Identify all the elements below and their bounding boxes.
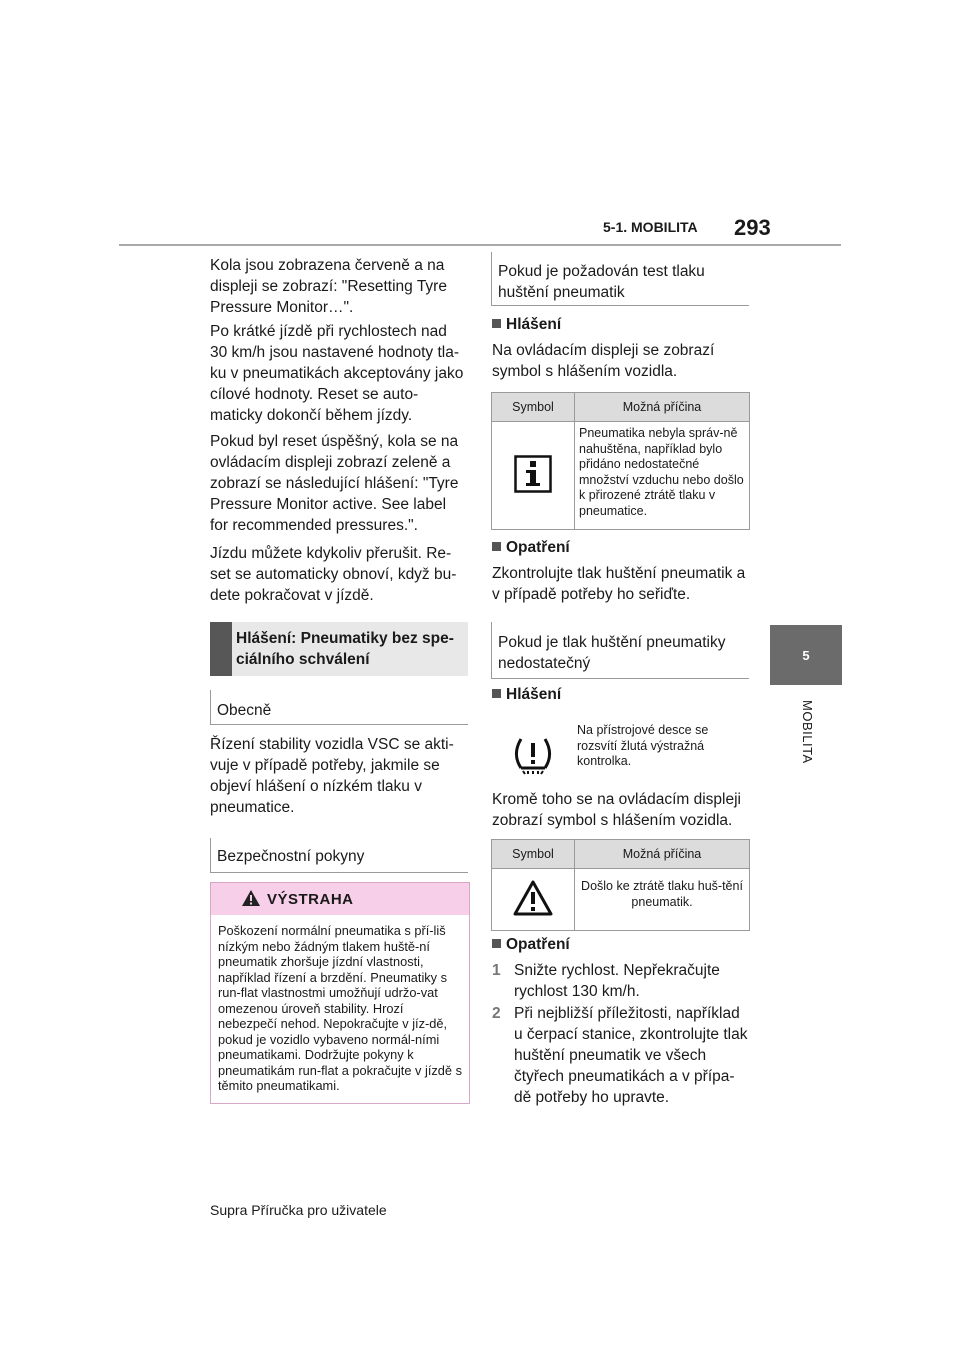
message-heading: Hlášení bbox=[492, 314, 561, 335]
symbol-table bbox=[491, 839, 750, 931]
paragraph: Kromě toho se na ovládacím displeji zobrazí symbol s hlášením vozidla. bbox=[492, 791, 741, 829]
list-item: 1 Snižte rychlost. Nepřekračujte rychlost 130 km/h. bbox=[492, 962, 720, 1000]
info-icon bbox=[514, 455, 552, 493]
warning-box bbox=[210, 882, 470, 1104]
message-heading: Hlášení bbox=[492, 684, 561, 705]
paragraph: Zkontrolujte tlak huštění pneumatik a v případě potřeby ho seřiďte. bbox=[492, 565, 746, 603]
heading-bar bbox=[210, 622, 232, 676]
warning-triangle-icon bbox=[513, 880, 553, 916]
action-heading: Opatření bbox=[492, 934, 570, 955]
subheading: Pokud je požadován test tlaku huštění pneumatik bbox=[498, 263, 705, 301]
bullet-square-icon bbox=[492, 689, 501, 698]
paragraph: Po krátké jízdě při rychlostech nad 30 km/h jsou nastavené hodnoty tla-ku v pneumatikách akceptovány jako cílové hodnoty. Reset se auto-maticky dokončí během jízdy. bbox=[210, 323, 464, 424]
header-rule bbox=[119, 244, 841, 246]
lamp-description: Na přístrojové desce se rozsvítí žlutá výstražná kontrolka. bbox=[577, 723, 709, 768]
list-item: 2 Při nejbližší příležitosti, například u čerpací stanice, zkontrolujte tlak huštění pneumatik ve všech čtyřech pneumatikách a v přípa-dě potřeby ho upravte. bbox=[492, 1005, 748, 1106]
warning-text: Poškození normální pneumatika s pří-liš nízkým nebo žádným tlakem huště-ní pneumatik zhoršuje jízdní vlastnosti, například řízení a brzdění. Pneumatiky s run-flat vlastnostmi umožňují udržo-vat omezenou úroveň stability. Hrozí nebezpečí nehod. Nepokračujte v jíz-dě, pokud je vozidlo vybaveno normál-ními pneumatikami. Dodržujte pokyny k pneumatikám run-flat a pokračujte v jízdě s těmito pneumatikami. bbox=[218, 923, 462, 1093]
section-title: 5-1. MOBILITA bbox=[603, 219, 698, 235]
warning-header bbox=[211, 883, 469, 915]
table-cell-cause: Pneumatika nebyla správ-ně nahuštěna, například bylo přidáno nedostatečné množství vzduchu nebo došlo k přirozené ztrátě tlaku v pneumatice. bbox=[575, 422, 750, 530]
subheading: Obecně bbox=[217, 702, 272, 719]
warning-triangle-icon bbox=[241, 889, 261, 907]
paragraph: Řízení stability vozidla VSC se akti-vuje v případě potřeby, jakmile se objeví hlášení o nízkém tlaku v pneumatice. bbox=[210, 736, 454, 816]
warning-title: VÝSTRAHA bbox=[267, 891, 354, 908]
chapter-tab bbox=[770, 625, 842, 685]
tire-pressure-warning-icon bbox=[513, 735, 553, 775]
chapter-number: 5 bbox=[802, 647, 810, 663]
table-cell-symbol bbox=[492, 422, 575, 530]
footer-text: Supra Příručka pro uživatele bbox=[210, 1202, 387, 1218]
table-header-cause: Možná příčina bbox=[575, 393, 750, 422]
bullet-square-icon bbox=[492, 939, 501, 948]
symbol-table bbox=[491, 392, 750, 530]
subheading: Pokud je tlak huštění pneumatiky nedostatečný bbox=[498, 634, 726, 672]
section-heading: Hlášení: Pneumatiky bez spe-ciálního schválení bbox=[236, 630, 454, 668]
paragraph: Na ovládacím displeji se zobrazí symbol s hlášením vozidla. bbox=[492, 342, 715, 380]
action-heading: Opatření bbox=[492, 537, 570, 558]
chapter-label: MOBILITA bbox=[800, 700, 815, 764]
table-header-cause: Možná příčina bbox=[575, 840, 750, 869]
paragraph: Jízdu můžete kdykoliv přerušit. Re-set se automaticky obnoví, když bu-dete pokračovat v jízdě. bbox=[210, 545, 457, 604]
section-heading-box bbox=[210, 622, 468, 676]
paragraph: Kola jsou zobrazena červeně a na displeji se zobrazí: "Resetting Tyre Pressure Monitor…". bbox=[210, 257, 447, 316]
bullet-square-icon bbox=[492, 542, 501, 551]
table-cell-symbol bbox=[492, 869, 575, 931]
table-cell-cause: Došlo ke ztrátě tlaku huš-tění pneumatik. bbox=[575, 869, 750, 931]
page-number: 293 bbox=[734, 215, 771, 240]
paragraph: Pokud byl reset úspěšný, kola se na ovládacím displeji zobrazí zeleně a zobrazí se následující hlášení: "Tyre Pressure Monitor active. See label for recommended pressures.". bbox=[210, 433, 459, 534]
subheading: Bezpečnostní pokyny bbox=[217, 848, 365, 865]
bullet-square-icon bbox=[492, 319, 501, 328]
table-header-symbol: Symbol bbox=[492, 840, 575, 869]
table-header-symbol: Symbol bbox=[492, 393, 575, 422]
